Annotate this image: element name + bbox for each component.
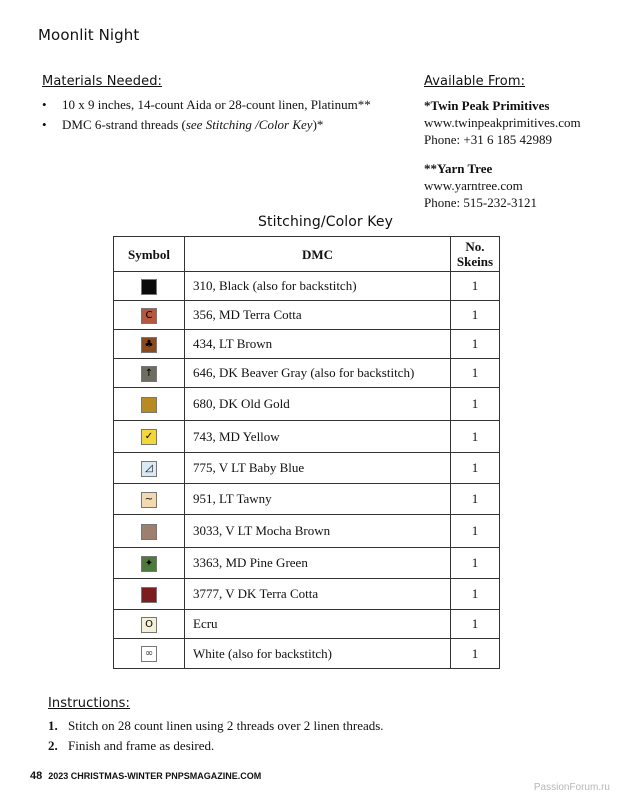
color-swatch-icon: ✦ xyxy=(141,556,157,572)
color-swatch-icon: ∞ xyxy=(141,646,157,662)
symbol-cell xyxy=(114,330,185,359)
dmc-cell: 775, V LT Baby Blue xyxy=(185,453,451,484)
footer-text: 2023 CHRISTMAS-WINTER PNPSMAGAZINE.COM xyxy=(48,771,262,781)
step-number: 1. xyxy=(48,718,58,733)
page-title: Moonlit Night xyxy=(38,26,140,44)
materials-item-italic: see Stitching /Color Key xyxy=(185,117,313,132)
vendor-block xyxy=(424,160,537,211)
color-swatch-icon xyxy=(141,279,157,295)
color-swatch-icon: O xyxy=(141,617,157,633)
table-row xyxy=(114,579,500,610)
table-row xyxy=(114,388,500,421)
table-row xyxy=(114,484,500,515)
table-row xyxy=(114,272,500,301)
skeins-header-line1: No. xyxy=(465,239,485,254)
table-row xyxy=(114,421,500,453)
table-row xyxy=(114,548,500,579)
skeins-cell: 1 xyxy=(451,359,500,388)
skeins-cell: 1 xyxy=(451,421,500,453)
vendor-website: www.yarntree.com xyxy=(424,178,523,193)
dmc-cell: 951, LT Tawny xyxy=(185,484,451,515)
materials-item-text: 10 x 9 inches, 14-count Aida or 28-count linen, Platinum** xyxy=(62,97,371,112)
dmc-cell: 434, LT Brown xyxy=(185,330,451,359)
skeins-cell: 1 xyxy=(451,330,500,359)
materials-list xyxy=(40,96,371,136)
skeins-cell: 1 xyxy=(451,639,500,669)
symbol-cell xyxy=(114,453,185,484)
skeins-cell: 1 xyxy=(451,388,500,421)
symbol-cell xyxy=(114,421,185,453)
table-row xyxy=(114,515,500,548)
materials-heading: Materials Needed: xyxy=(42,74,163,89)
symbol-cell xyxy=(114,639,185,669)
symbol-cell xyxy=(114,610,185,639)
color-swatch-icon: ◿ xyxy=(141,461,157,477)
page-footer xyxy=(30,770,261,782)
color-swatch-icon xyxy=(141,524,157,540)
vendor-website: www.twinpeakprimitives.com xyxy=(424,115,581,130)
skeins-cell: 1 xyxy=(451,484,500,515)
watermark: PassionForum.ru xyxy=(533,782,610,793)
table-row xyxy=(114,610,500,639)
materials-item xyxy=(40,96,371,116)
vendor-name: **Yarn Tree xyxy=(424,161,493,176)
symbol-cell xyxy=(114,359,185,388)
table-row xyxy=(114,359,500,388)
skeins-cell: 1 xyxy=(451,579,500,610)
dmc-cell: 310, Black (also for backstitch) xyxy=(185,272,451,301)
dmc-column-header: DMC xyxy=(185,237,451,272)
dmc-cell: 3363, MD Pine Green xyxy=(185,548,451,579)
symbol-cell xyxy=(114,301,185,330)
skeins-cell: 1 xyxy=(451,548,500,579)
table-row xyxy=(114,301,500,330)
color-swatch-icon: C xyxy=(141,308,157,324)
vendor-phone: Phone: 515-232-3121 xyxy=(424,195,538,210)
symbol-column-header: Symbol xyxy=(114,237,185,272)
step-number: 2. xyxy=(48,738,58,753)
materials-item-suffix: )* xyxy=(312,117,324,132)
vendor-phone: Phone: +31 6 185 42989 xyxy=(424,132,552,147)
color-swatch-icon xyxy=(141,397,157,413)
skeins-cell: 1 xyxy=(451,301,500,330)
symbol-cell xyxy=(114,579,185,610)
color-swatch-icon: ♣ xyxy=(141,337,157,353)
table-header-row xyxy=(114,237,500,272)
dmc-cell: 743, MD Yellow xyxy=(185,421,451,453)
symbol-cell xyxy=(114,548,185,579)
symbol-cell xyxy=(114,484,185,515)
skeins-header-line2: Skeins xyxy=(456,254,494,269)
skeins-column-header xyxy=(451,237,500,272)
dmc-cell: White (also for backstitch) xyxy=(185,639,451,669)
dmc-cell: 3777, V DK Terra Cotta xyxy=(185,579,451,610)
instruction-step xyxy=(48,737,384,757)
table-row xyxy=(114,639,500,669)
table-row xyxy=(114,453,500,484)
color-swatch-icon: ✓ xyxy=(141,429,157,445)
table-row xyxy=(114,330,500,359)
dmc-cell: 3033, V LT Mocha Brown xyxy=(185,515,451,548)
color-swatch-icon: ~ xyxy=(141,492,157,508)
instruction-step xyxy=(48,717,384,737)
vendor-name: *Twin Peak Primitives xyxy=(424,98,550,113)
symbol-cell xyxy=(114,388,185,421)
symbol-cell xyxy=(114,272,185,301)
step-text: Finish and frame as desired. xyxy=(68,738,215,753)
skeins-cell: 1 xyxy=(451,610,500,639)
symbol-cell xyxy=(114,515,185,548)
color-swatch-icon xyxy=(141,587,157,603)
color-key-title: Stitching/Color Key xyxy=(258,214,393,230)
dmc-cell: 680, DK Old Gold xyxy=(185,388,451,421)
skeins-cell: 1 xyxy=(451,272,500,301)
dmc-cell: 646, DK Beaver Gray (also for backstitch) xyxy=(185,359,451,388)
vendor-block xyxy=(424,97,581,148)
skeins-cell: 1 xyxy=(451,453,500,484)
color-key-table xyxy=(113,236,500,669)
dmc-cell: 356, MD Terra Cotta xyxy=(185,301,451,330)
skeins-cell: 1 xyxy=(451,515,500,548)
color-key-body xyxy=(114,272,500,669)
dmc-cell: Ecru xyxy=(185,610,451,639)
instructions-heading: Instructions: xyxy=(48,696,131,711)
materials-item xyxy=(40,116,371,136)
instructions-list xyxy=(48,717,384,757)
materials-item-prefix: DMC 6-strand threads ( xyxy=(62,117,186,132)
color-swatch-icon: ↑ xyxy=(141,366,157,382)
step-text: Stitch on 28 count linen using 2 threads over 2 linen threads. xyxy=(68,718,384,733)
available-heading: Available From: xyxy=(424,74,526,89)
page-number: 48 xyxy=(30,770,43,782)
